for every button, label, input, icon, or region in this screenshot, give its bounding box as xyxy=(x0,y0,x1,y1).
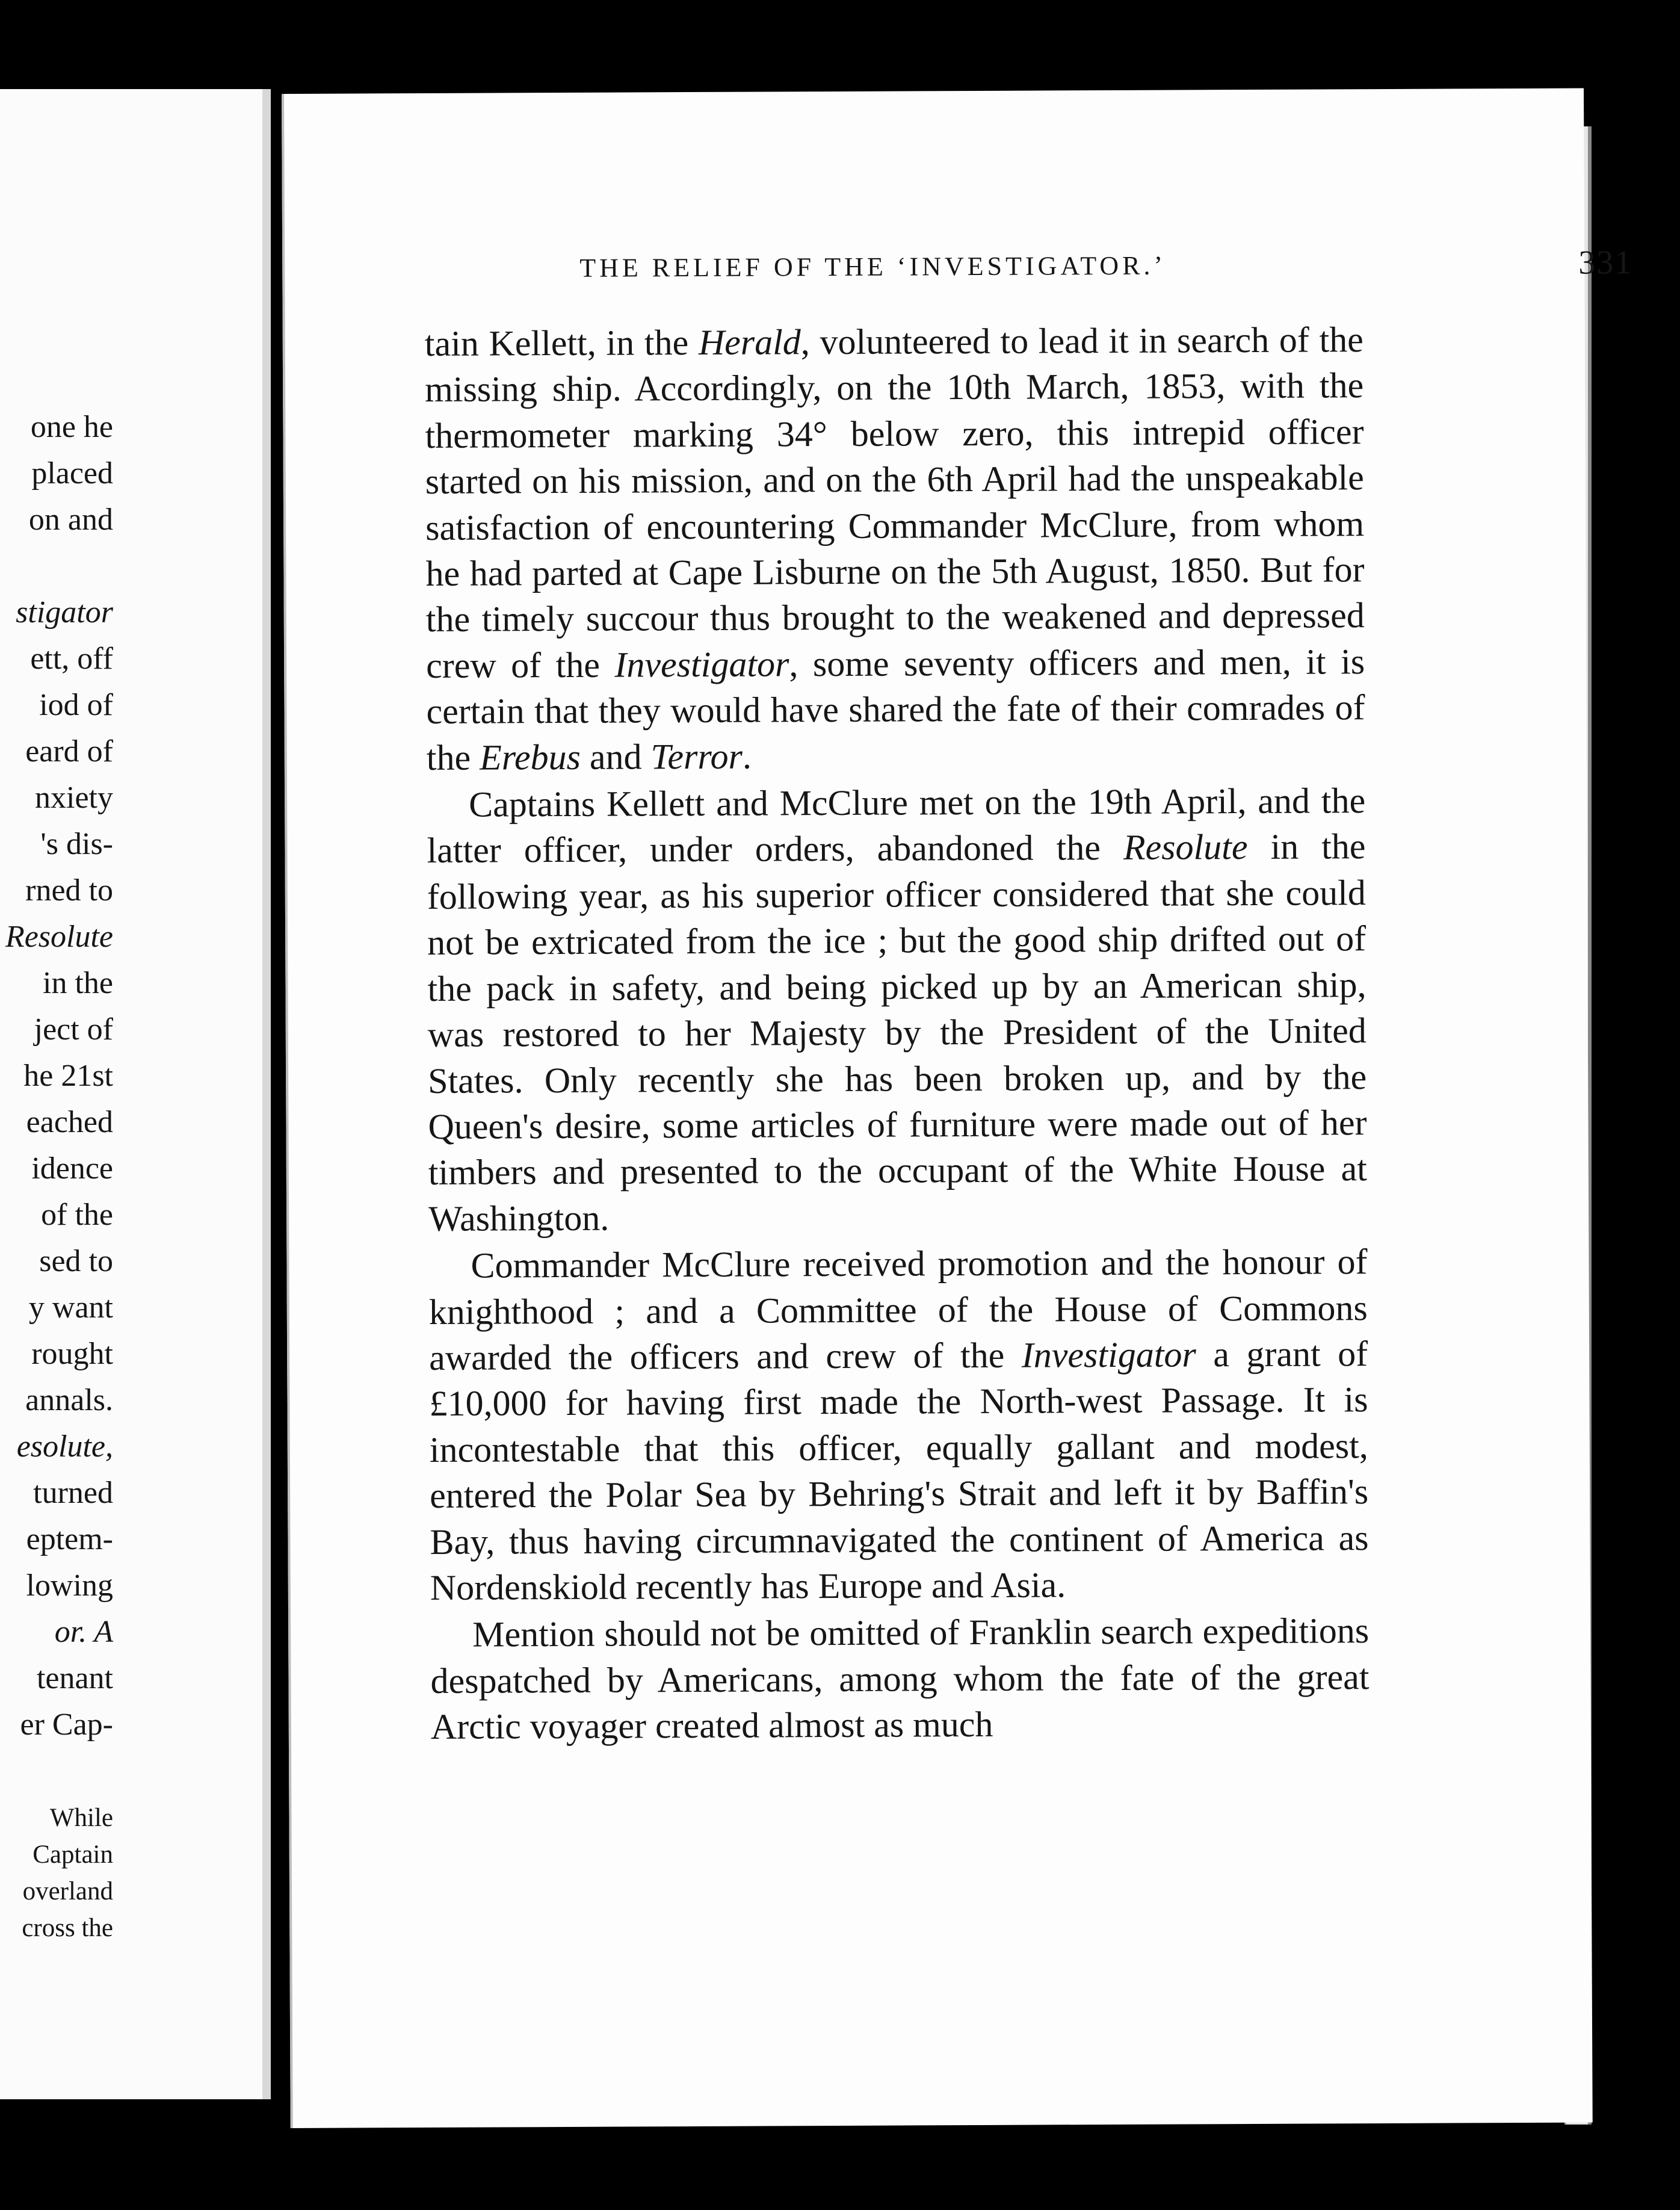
facing-page-line: one he xyxy=(30,410,113,444)
facing-page xyxy=(0,89,271,2099)
facing-page-marginal-note xyxy=(22,1800,113,1946)
facing-page-line: or. A xyxy=(54,1615,113,1649)
body-text xyxy=(425,317,1370,1750)
marginal-note-line: cross the xyxy=(22,1914,113,1942)
italic-title: Herald xyxy=(698,322,801,362)
facing-page-line: y want xyxy=(28,1290,113,1325)
facing-page-line: ject of xyxy=(34,1012,113,1047)
book-page xyxy=(282,88,1633,2128)
paragraph xyxy=(425,317,1365,781)
marginal-note-line: While xyxy=(49,1804,113,1832)
facing-page-line: sed to xyxy=(39,1244,113,1278)
paragraph xyxy=(427,778,1367,1242)
text-run: Commander McClure received promotion and the honour of knighthood ; and a Committee of the House of Commons awarded the officers and crew of the xyxy=(428,1242,1368,1378)
facing-page-line: in the xyxy=(43,966,113,1000)
facing-page-line: esolute, xyxy=(16,1429,113,1464)
facing-page-line xyxy=(5,543,113,589)
facing-page-line: on and xyxy=(28,503,113,537)
italic-title: Erebus xyxy=(479,737,581,778)
italic-title: Terror xyxy=(650,736,743,776)
facing-page-line: 's dis- xyxy=(40,827,113,861)
text-run: and xyxy=(580,736,651,777)
facing-page-line: idence xyxy=(31,1151,113,1186)
facing-page-line: er Cap- xyxy=(20,1707,113,1742)
text-run: Mention should not be omitted of Franklin search expeditions despatched by Americans, among whom the fate of the great Arctic voyager created almost as much xyxy=(430,1611,1370,1747)
italic-title: Investigator xyxy=(1021,1334,1196,1375)
facing-page-line: tenant xyxy=(36,1661,113,1695)
italic-title: Resolute xyxy=(1123,827,1248,868)
text-run: a grant of £10,000 for having first made the North-west Passage. It is incontestable that this officer, equally gallant and modest, entered the Polar Sea by Behring's Strait and left it by Baffin's Bay, thus having circumnavigated the continent of America as Nordenskiold recently has Europe and Asia. xyxy=(429,1334,1369,1608)
facing-page-line: eached xyxy=(26,1105,113,1139)
facing-page-line: iod of xyxy=(39,688,113,722)
facing-page-line: lowing xyxy=(26,1568,113,1603)
paragraph xyxy=(430,1608,1370,1750)
facing-page-line: annals. xyxy=(25,1383,113,1417)
facing-page-line: ett, off xyxy=(30,642,113,676)
text-run: , volunteered to lead it in search of the missing ship. Accordingly, on the 10th March, 1853, with the thermometer marking 34° below zero, this intrepid officer started on his mission, and on the 6th April had the unspeakable satisfaction of encountering Commander McClure, from whom he had parted at Cape Lisburne on the 5th August, 1850. But for the timely succour thus brought to the weakened and depressed crew of the xyxy=(425,320,1365,686)
marginal-note-line: overland xyxy=(22,1877,113,1905)
facing-page-text xyxy=(5,404,113,1748)
marginal-note-line: Captain xyxy=(32,1840,113,1869)
facing-page-line: placed xyxy=(31,456,113,491)
facing-page-line: rned to xyxy=(25,873,113,908)
facing-page-line: eard of xyxy=(25,734,113,769)
page-number: 331 xyxy=(1578,244,1633,282)
facing-page-line: stigator xyxy=(16,595,113,630)
facing-page-line: eptem- xyxy=(26,1522,113,1556)
text-run: , some seventy officers and men, it is certain that they would have shared the fate of their comrades of the xyxy=(426,641,1365,778)
italic-title: Investigator xyxy=(614,644,789,685)
facing-page-line: rought xyxy=(31,1337,113,1371)
text-run: in the following year, as his superior officer considered that she could not be extricated from the ice ; but the good ship drifted out of the pack in safety, and being picked up by an American ship, was restored to her Majesty by the President of the United States. Only recently she has been broken up, and by the Queen's desire, some articles of furniture were made out of her timbers and presented to the occupant of the White House at Washington. xyxy=(427,826,1367,1239)
facing-page-line: nxiety xyxy=(35,781,113,815)
paragraph xyxy=(428,1239,1369,1611)
text-run: . xyxy=(742,736,752,776)
text-run: tain Kellett, in the xyxy=(424,322,699,364)
facing-page-line: of the xyxy=(41,1198,113,1232)
running-head xyxy=(579,244,1633,283)
facing-page-line: he 21st xyxy=(23,1059,113,1093)
page-gutter xyxy=(262,89,271,2099)
text-run: Captains Kellett and McClure met on the 19th April, and the latter officer, under orders, abandoned the xyxy=(427,781,1366,871)
running-head-title: THE RELIEF OF THE ‘INVESTIGATOR.’ xyxy=(579,250,1167,283)
facing-page-line: Resolute xyxy=(5,920,113,954)
facing-page-line: turned xyxy=(33,1476,113,1510)
